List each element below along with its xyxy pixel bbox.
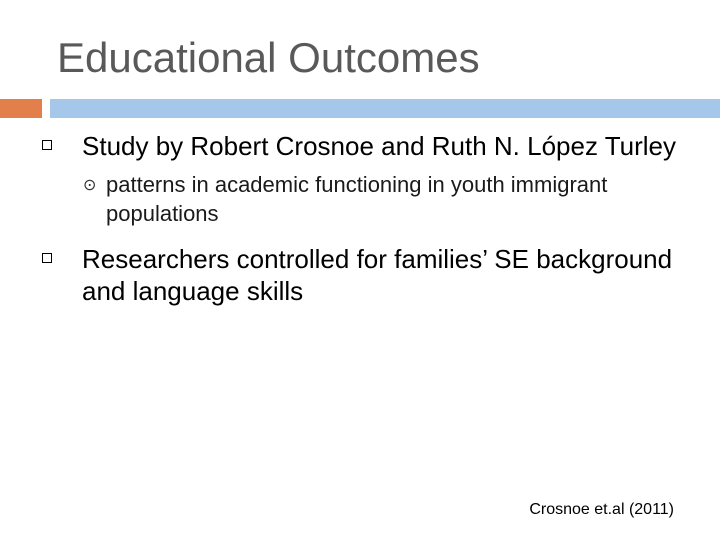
hollow-square-icon: [42, 253, 52, 263]
accent-bar-orange: [0, 99, 42, 118]
slide-title: Educational Outcomes: [57, 34, 480, 81]
hollow-square-icon: [42, 140, 52, 150]
circled-bullet-icon: ⊙: [83, 175, 97, 194]
sub-bullet-text: patterns in academic functioning in youth immigrant populations: [106, 172, 608, 226]
bullet-text: Researchers controlled for families’ SE background and language skills: [82, 244, 673, 306]
bullet-list: [40, 130, 680, 307]
citation: Crosnoe et.al (2011): [529, 501, 674, 518]
accent-bar-blue: [50, 99, 720, 118]
bullet-item-researchers: [40, 243, 680, 307]
sub-bullet-item-patterns: [40, 170, 680, 228]
bullet-item-study: [40, 130, 680, 162]
bullet-text: Study by Robert Crosnoe and Ruth N. López Turley: [82, 131, 676, 161]
